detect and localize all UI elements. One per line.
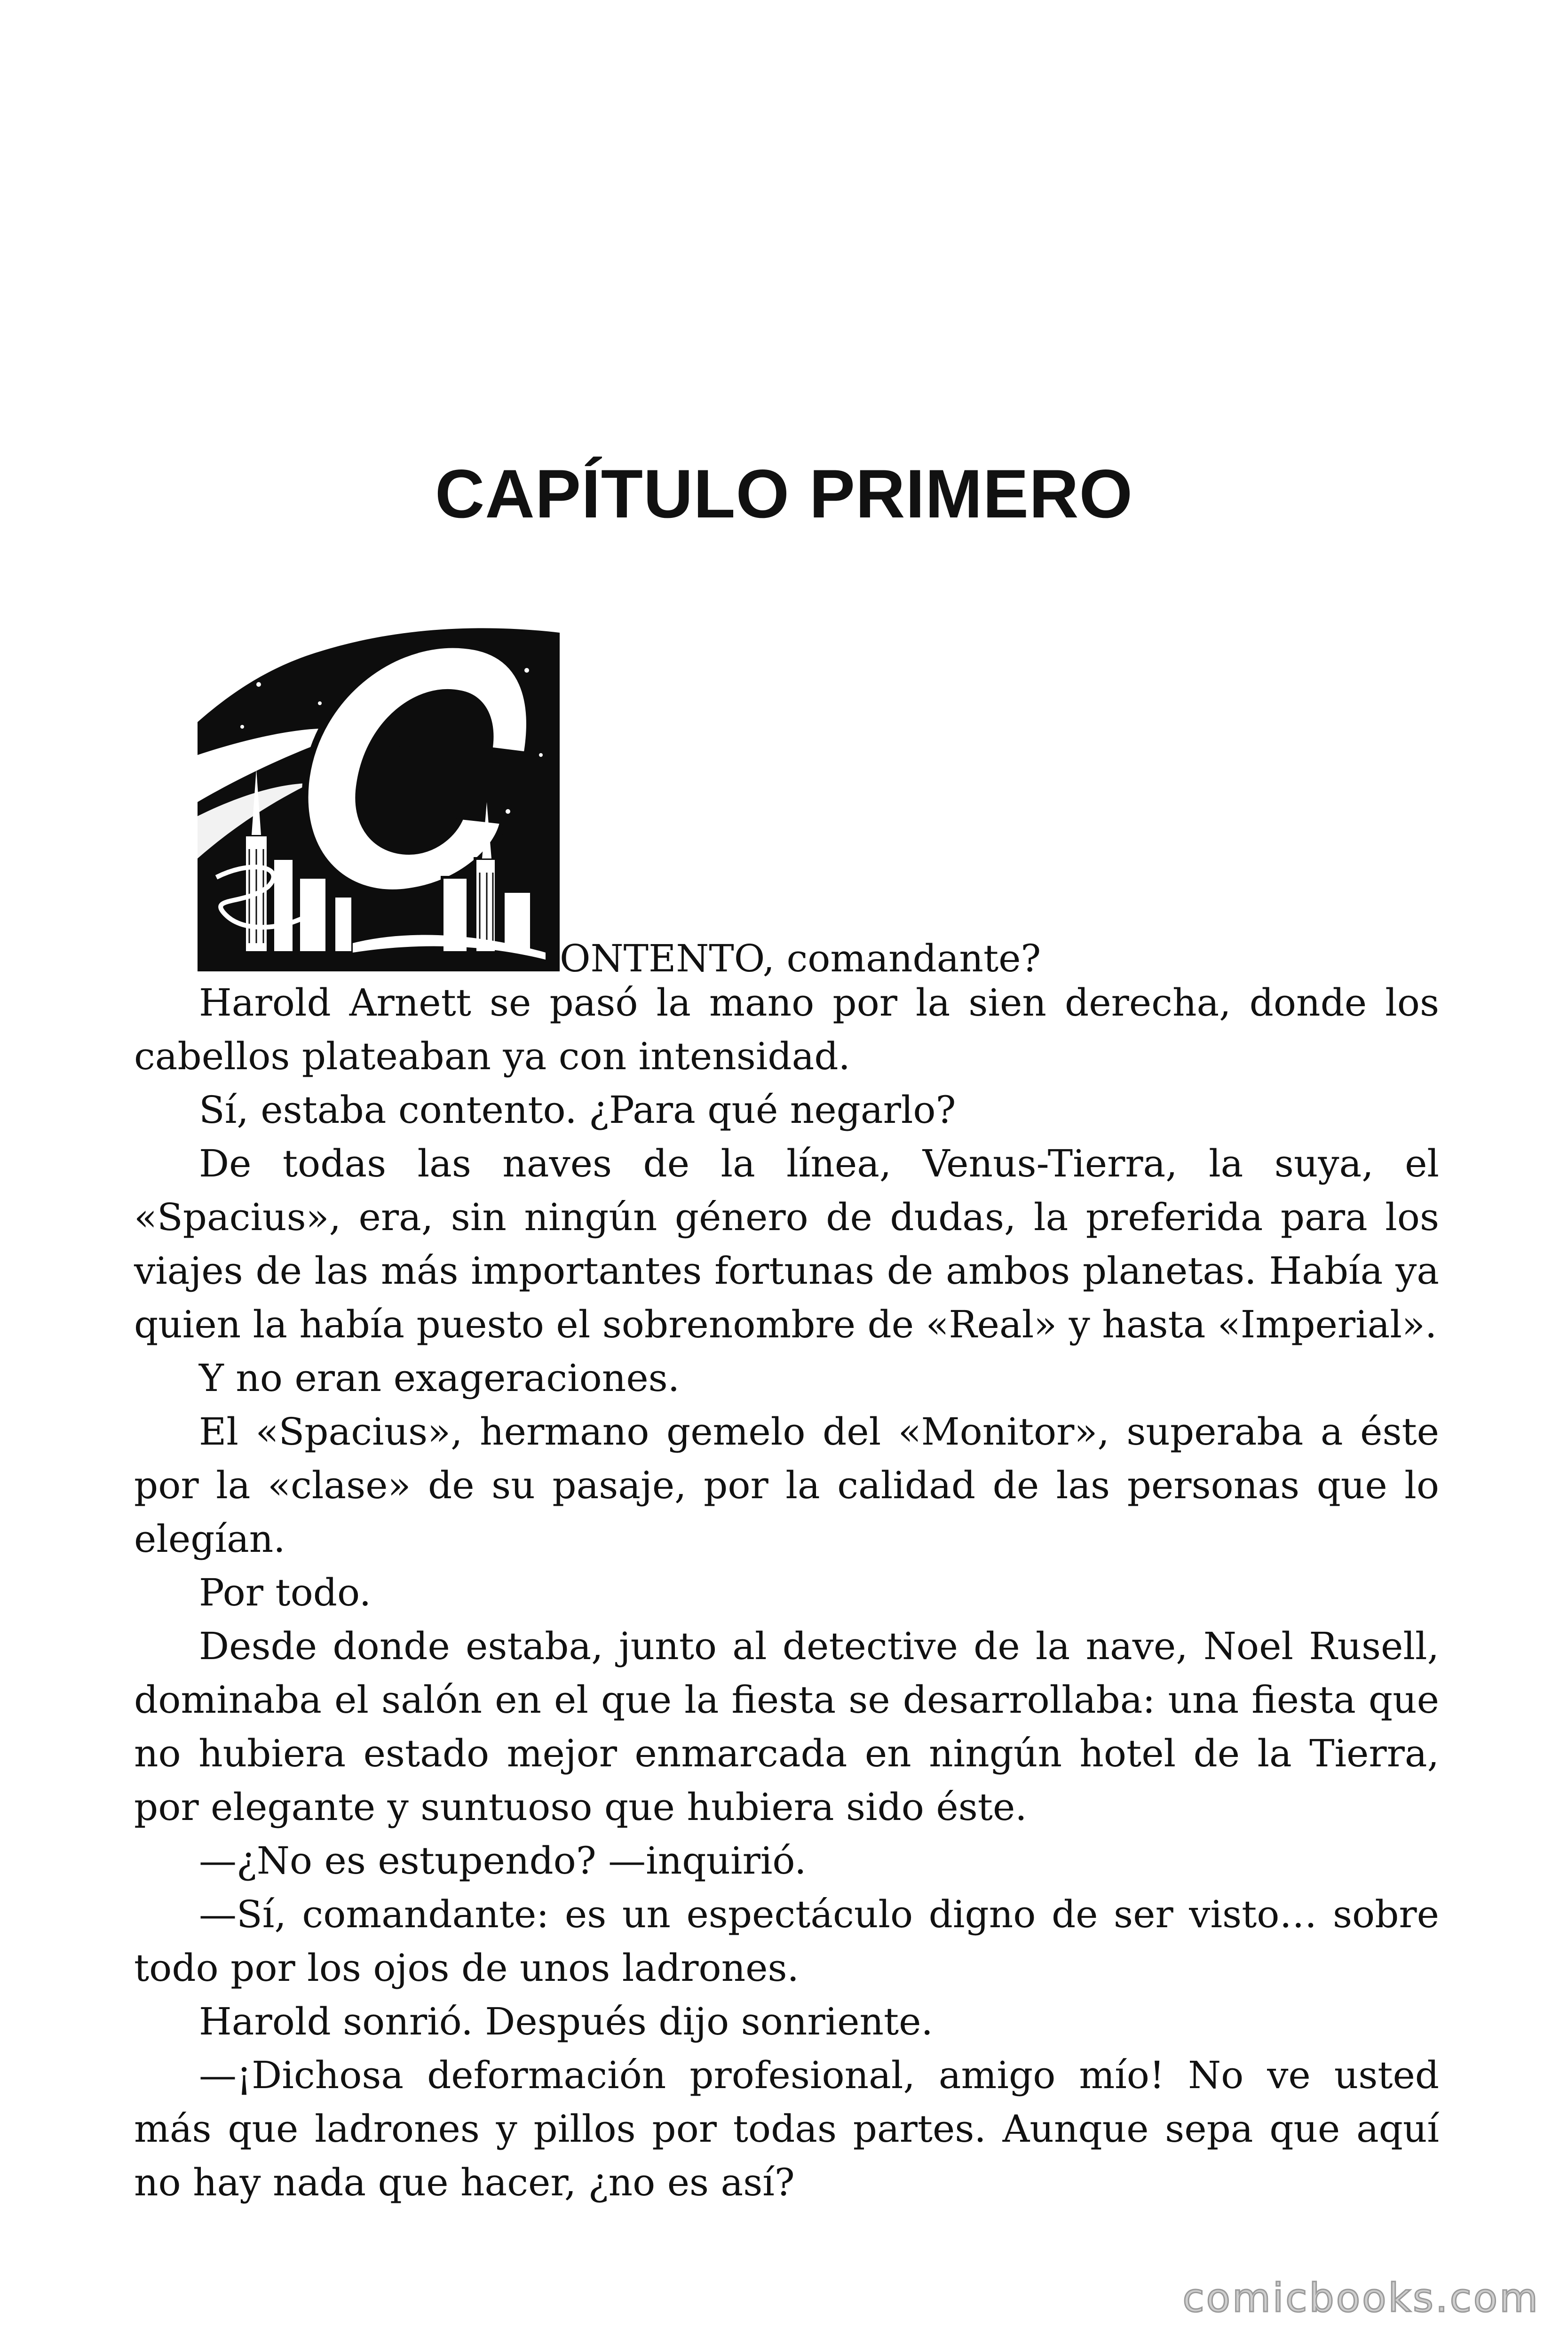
illustrated-drop-cap-c-icon [198,614,560,981]
paragraph: Harold Arnett se pasó la mano por la sien derecha, donde los cabellos plateaban ya con intensidad. [134,981,1439,1078]
paragraph: Desde donde estaba, junto al detective de la nave, Noel Rusell, dominaba el salón en el que la fiesta se desarrollaba: una fiesta que no hubiera estado mejor enmarcada en ningún hotel de la Tierra, por elegante y suntuoso que hubiera sido éste. [134,1624,1439,1829]
paragraph: Sí, estaba contento. ¿Para qué negarlo? [199,1088,956,1132]
paragraph: —¡Dichosa deformación profesional, amigo mío! No ve usted más que ladrones y pillos por todas partes. Aunque sepa que aquí no hay nada que hacer, ¿no es así? [134,2053,1439,2204]
paragraph: —¿No es estupendo? —inquirió. [199,1839,807,1883]
paragraph: Y no eran exageraciones. [199,1356,680,1400]
paragraph: Por todo. [199,1571,372,1614]
drop-cap-first-line: ONTENTO, comandante? [560,937,1041,980]
watermark-logo: comicbooks.com [1182,2275,1540,2321]
drop-cap-illustration [198,614,560,981]
chapter-body-text [134,976,1439,2209]
paragraph: —Sí, comandante: es un espectáculo digno de ser visto… sobre todo por los ojos de unos ladrones. [134,1892,1439,1990]
paragraph: Harold sonrió. Después dijo sonriente. [199,2000,933,2043]
paragraph: El «Spacius», hermano gemelo del «Monitor», superaba a éste por la «clase» de su pasaje, por la calidad de las personas que lo elegían. [134,1410,1439,1561]
chapter-title: CAPÍTULO PRIMERO [435,455,1133,532]
paragraph: De todas las naves de la línea, Venus-Tierra, la suya, el «Spacius», era, sin ningún género de dudas, la preferida para los viajes de las más importantes fortunas de ambos planetas. Había ya quien la había puesto el sobrenombre de «Real» y hasta «Imperial». [134,1142,1439,1346]
